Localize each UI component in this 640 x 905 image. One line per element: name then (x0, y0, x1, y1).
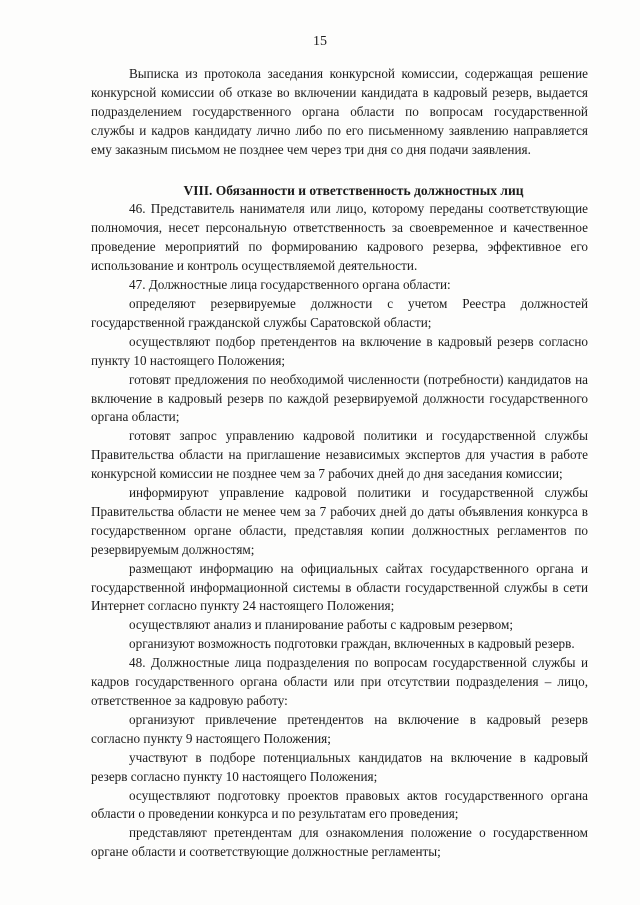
paragraph: 47. Должностные лица государственного органа области: (129, 277, 451, 293)
paragraph: участвуют в подборе потенциальных кандидатов на включение в кадровый резерв согласно пункту 10 настоящего Положения; (91, 749, 588, 784)
page-number: 15 (313, 34, 327, 49)
section-heading: VIII. Обязанности и ответственность должностных лиц (183, 182, 524, 198)
paragraph: 46. Представитель нанимателя или лицо, которому переданы соответствующие полномочия, несет персональную ответственность за своевременное и качественное проведение мероприятий по формированию кадрового резерва, эффективное его использование и контроль осуществляемой деятельности. (91, 201, 588, 274)
paragraph: осуществляют анализ и планирование работы с кадровым резервом; (129, 617, 514, 633)
paragraph: организуют возможность подготовки граждан, включенных в кадровый резерв. (129, 636, 575, 652)
paragraph: информируют управление кадровой политики и государственной службы Правительства области не менее чем за 7 рабочих дней до даты объявления конкурса в государственном органе области, представляя копии должностных регламентов по резервируемым должностям; (91, 485, 588, 557)
paragraph: 48. Должностные лица подразделения по вопросам государственной службы и кадров государственного органа области или при отсутствии подразделения – лицо, ответственное за кадровую работу: (91, 655, 588, 708)
paragraph: определяют резервируемые должности с учетом Реестра должностей государственной гражданской службы Саратовской области; (91, 295, 588, 330)
document-body (91, 65, 588, 862)
paragraph: готовят предложения по необходимой численности (потребности) кандидатов на включение в кадровый резерв по каждой резервируемой должности государственного органа области; (91, 371, 588, 425)
paragraph: Выписка из протокола заседания конкурсной комиссии, содержащая решение конкурсной комиссии об отказе во включении кандидата в кадровый резерв, выдается подразделением государственного органа области по вопросам государственной службы и кадров кандидату лично либо по его письменному заявлению направляется ему заказным письмом не позднее чем через три дня со дня подачи заявления. (91, 66, 588, 157)
paragraph: представляют претендентам для ознакомления положение о государственном органе области и соответствующие должностные регламенты; (91, 825, 588, 860)
paragraph: размещают информацию на официальных сайтах государственного органа и государственной информационной системы в области государственной службы в сети Интернет согласно пункту 24 настоящего Положения; (91, 560, 588, 614)
paragraph: организуют привлечение претендентов на включение в кадровый резерв согласно пункту 9 настоящего Положения; (91, 711, 588, 746)
paragraph: осуществляют подбор претендентов на включение в кадровый резерв согласно пункту 10 настоящего Положения; (91, 333, 588, 368)
paragraph: готовят запрос управлению кадровой политики и государственной службы Правительства области на приглашение независимых экспертов для участия в работе конкурсной комиссии не позднее чем за 7 рабочих дней до дня заседания комиссии; (91, 428, 588, 482)
paragraph: осуществляют подготовку проектов правовых актов государственного органа области о проведении конкурса и по результатам его проведения; (91, 787, 588, 822)
